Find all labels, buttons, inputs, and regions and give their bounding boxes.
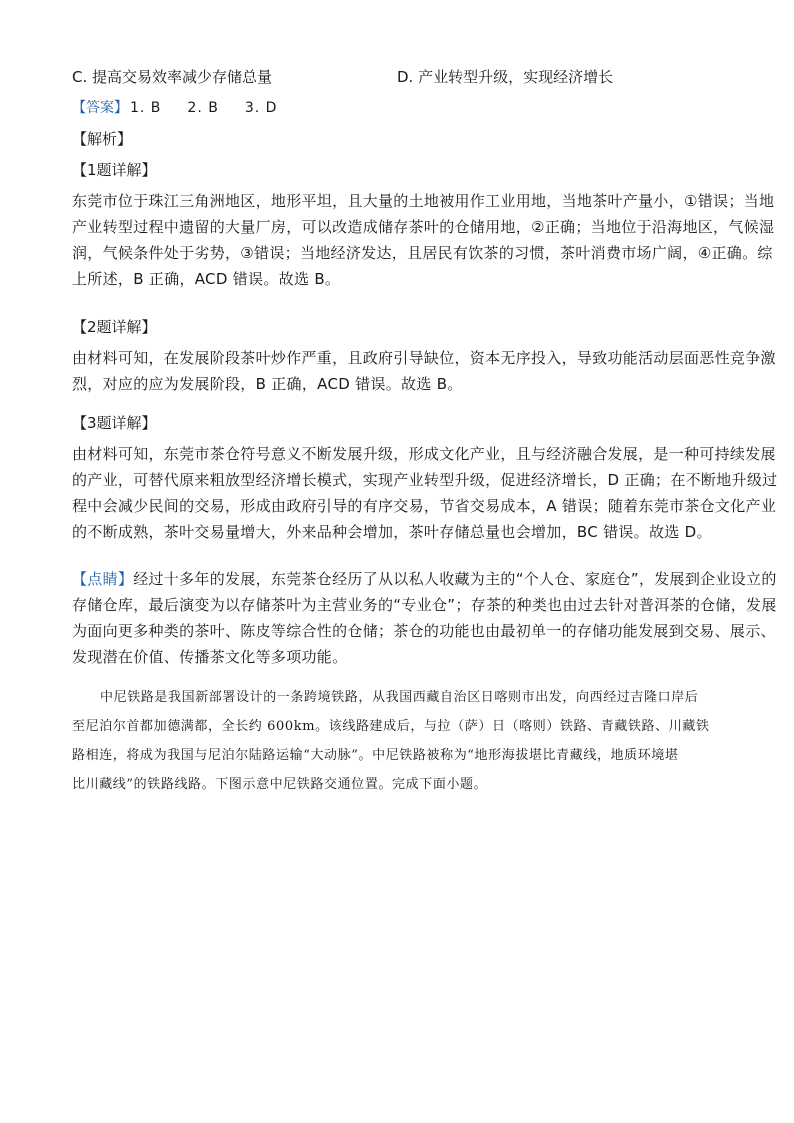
note-line: 为面向更多种类的茶叶、陈皮等综合性的仓储；茶仓的功能也由最初单一的存储功能发展到交易、展示、 xyxy=(72,622,776,640)
q3-paragraph xyxy=(72,441,778,545)
answer-label: 【答案】 xyxy=(72,100,128,116)
q3-heading: 【3题详解】 xyxy=(72,414,157,432)
q1-line: 上所述，B 正确，ACD 错误。故选 B。 xyxy=(72,270,341,288)
q3-line: 由材料可知，东莞市茶仓符号意义不断发展升级，形成文化产业，且与经济融合发展，是一种可持续发展 xyxy=(72,445,776,463)
q1-paragraph xyxy=(72,188,775,292)
q1-line: 润，气候条件处于劣势，③错误；当地经济发达，且居民有饮茶的习惯，茶叶消费市场广阔，④正确。综 xyxy=(72,244,773,262)
q1-heading: 【1题详解】 xyxy=(72,161,157,179)
note-line: 发现潜在价值、传播茶文化等多项功能。 xyxy=(72,648,348,666)
analysis-label: 【解析】 xyxy=(72,130,133,148)
answer-line xyxy=(72,97,277,117)
passage-line: 至尼泊尔首都加德满都，全长约 600km。该线路建成后，与拉（萨）日（喀则）铁路、青藏铁路、川藏铁 xyxy=(72,719,710,734)
q2-line: 烈，对应的应为发展阶段，B 正确，ACD 错误。故选 B。 xyxy=(72,375,463,393)
note-line-text: 经过十多年的发展，东莞茶仓经历了从以私人收藏为主的“个人仓、家庭仓”，发展到企业设立的 xyxy=(133,570,777,588)
passage-paragraph xyxy=(72,683,724,799)
passage-line: 中尼铁路是我国新部署设计的一条跨境铁路，从我国西藏自治区日喀则市出发，向西经过吉隆口岸后 xyxy=(100,690,699,705)
q1-line: 东莞市位于珠江三角洲地区，地形平坦，且大量的土地被用作工业用地，当地茶叶产量小，①错误；当地 xyxy=(72,192,775,210)
note-label: 【点睛】 xyxy=(72,570,134,588)
answer-3: 3. D xyxy=(244,100,278,116)
passage-line: 比川藏线”的铁路线路。下图示意中尼铁路交通位置。完成下面小题。 xyxy=(72,777,488,792)
q2-paragraph xyxy=(72,345,776,397)
passage-line: 路相连，将成为我国与尼泊尔陆路运输“大动脉”。中尼铁路被称为“地形海拔堪比青藏线，地质环境堪 xyxy=(72,748,679,763)
note-line: 存储仓库，最后演变为以存储茶叶为主营业务的“专业仓”；存茶的种类也由过去针对普洱茶的仓储，发展 xyxy=(72,596,777,614)
q3-line: 的不断成熟，茶叶交易量增大，外来品种会增加，茶叶存储总量也会增加，BC 错误。故选 D。 xyxy=(72,523,712,541)
q3-line: 程中会减少民间的交易，形成由政府引导的有序交易，节省交易成本，A 错误；随着东莞市茶仓文化产业 xyxy=(72,497,777,515)
q1-line: 产业转型过程中遗留的大量厂房，可以改造成储存茶叶的仓储用地，②正确；当地位于沿海地区，气候湿 xyxy=(72,218,775,236)
answer-1: 1. B xyxy=(130,100,162,116)
answer-2: 2. B xyxy=(187,100,219,116)
note-line xyxy=(72,566,777,592)
option-d: D. 产业转型升级，实现经济增长 xyxy=(397,68,614,86)
q2-heading: 【2题详解】 xyxy=(72,318,157,336)
note-paragraph xyxy=(72,566,777,670)
option-c: C. 提高交易效率减少存储总量 xyxy=(72,68,273,86)
q2-line: 由材料可知，在发展阶段茶叶炒作严重，且政府引导缺位，资本无序投入，导致功能活动层面恶性竞争激 xyxy=(72,349,776,367)
q3-line: 的产业，可替代原来粗放型经济增长模式，实现产业转型升级，促进经济增长，D 正确；在不断地升级过 xyxy=(72,471,778,489)
